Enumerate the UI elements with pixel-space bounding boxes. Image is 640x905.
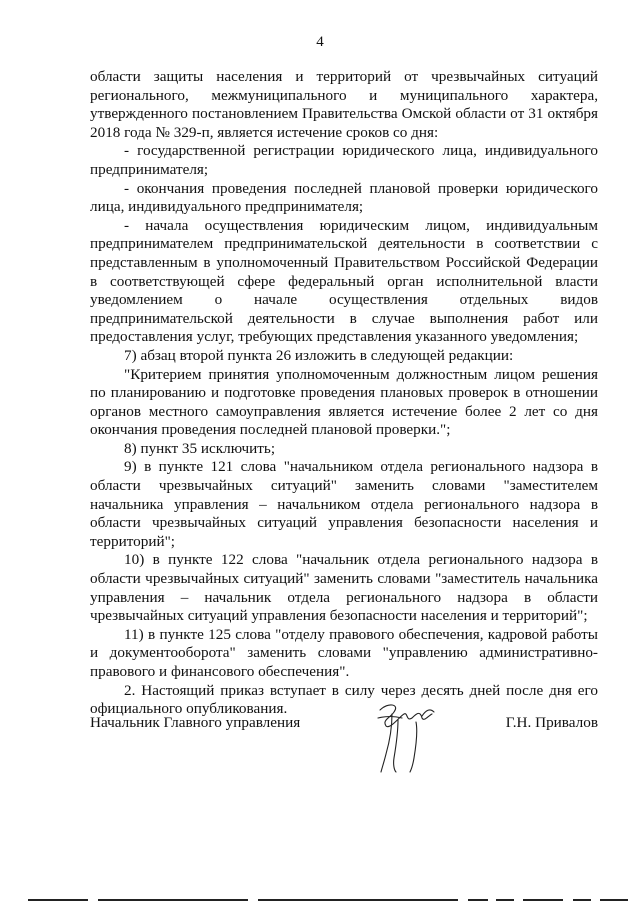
paragraph: 7) абзац второй пункта 26 изложить в следующей редакции: [124,346,514,364]
page-number: 4 [316,34,324,50]
signatory-title: Начальник Главного управления [90,714,301,731]
paragraph: 9) в пункте 121 слова "начальником отдела регионального надзора в области чрезвычайных ситуаций" заменить словами "заместителем начальника управления – начальником отдела регионального надзора в области чрезвычайных ситуаций управления безопасности населения и территорий"; [90,458,598,550]
document-body [90,68,598,719]
paragraph: - окончания проведения последней плановой проверки юридического лица, индивидуального предпринимателя; [90,179,598,216]
handwritten-signature [372,696,442,776]
paragraph: - государственной регистрации юридического лица, индивидуального предпринимателя; [90,142,598,178]
paragraph: 10) в пункте 122 слова "начальник отдела регионального надзора в области чрезвычайных ситуаций" заменить словами "заместитель начальника управления – начальник отдела регионального надзора в области чрезвычайных ситуаций управления безопасности населения и территорий"; [90,551,598,625]
signatory-name: Г.Н. Привалов [505,714,598,731]
paragraph: 11) в пункте 125 слова "отделу правового обеспечения, кадровой работы и документооборота" заменить словами "управлению административно-правового и финансового обеспечения". [90,625,598,680]
paragraph: "Критерием принятия уполномоченным должностным лицом решения по планированию и подготовке проведения плановых проверок в отношении органов местного самоуправления является истечение более 2 лет со дня окончания проведения последней плановой проверки."; [90,365,598,439]
paragraph: 2. Настоящий приказ вступает в силу через десять дней после дня его официального опубликования. [90,681,598,718]
scan-bottom-edge [28,897,628,903]
paragraph: 8) пункт 35 исключить; [124,439,276,457]
paragraph: - начала осуществления юридическим лицом, индивидуальным предпринимателем предпринимательской деятельности в соответствии с представленным в уполномоченный Правительством Российской Федерации в соответствующей сфере федеральный орган исполнительной власти уведомлением о начале осуществления отдельных видов предпринимательской деятельности в случае выполнения работ или предоставления услуг, требующих представления указанного уведомления; [90,216,598,346]
paragraph: области защиты населения и территорий от чрезвычайных ситуаций регионального, межмуниципального и муниципального характера, утвержденного постановлением Правительства Омской области от 31 октября 2018 года № 329-п, является истечение сроков со дня: [90,68,598,141]
